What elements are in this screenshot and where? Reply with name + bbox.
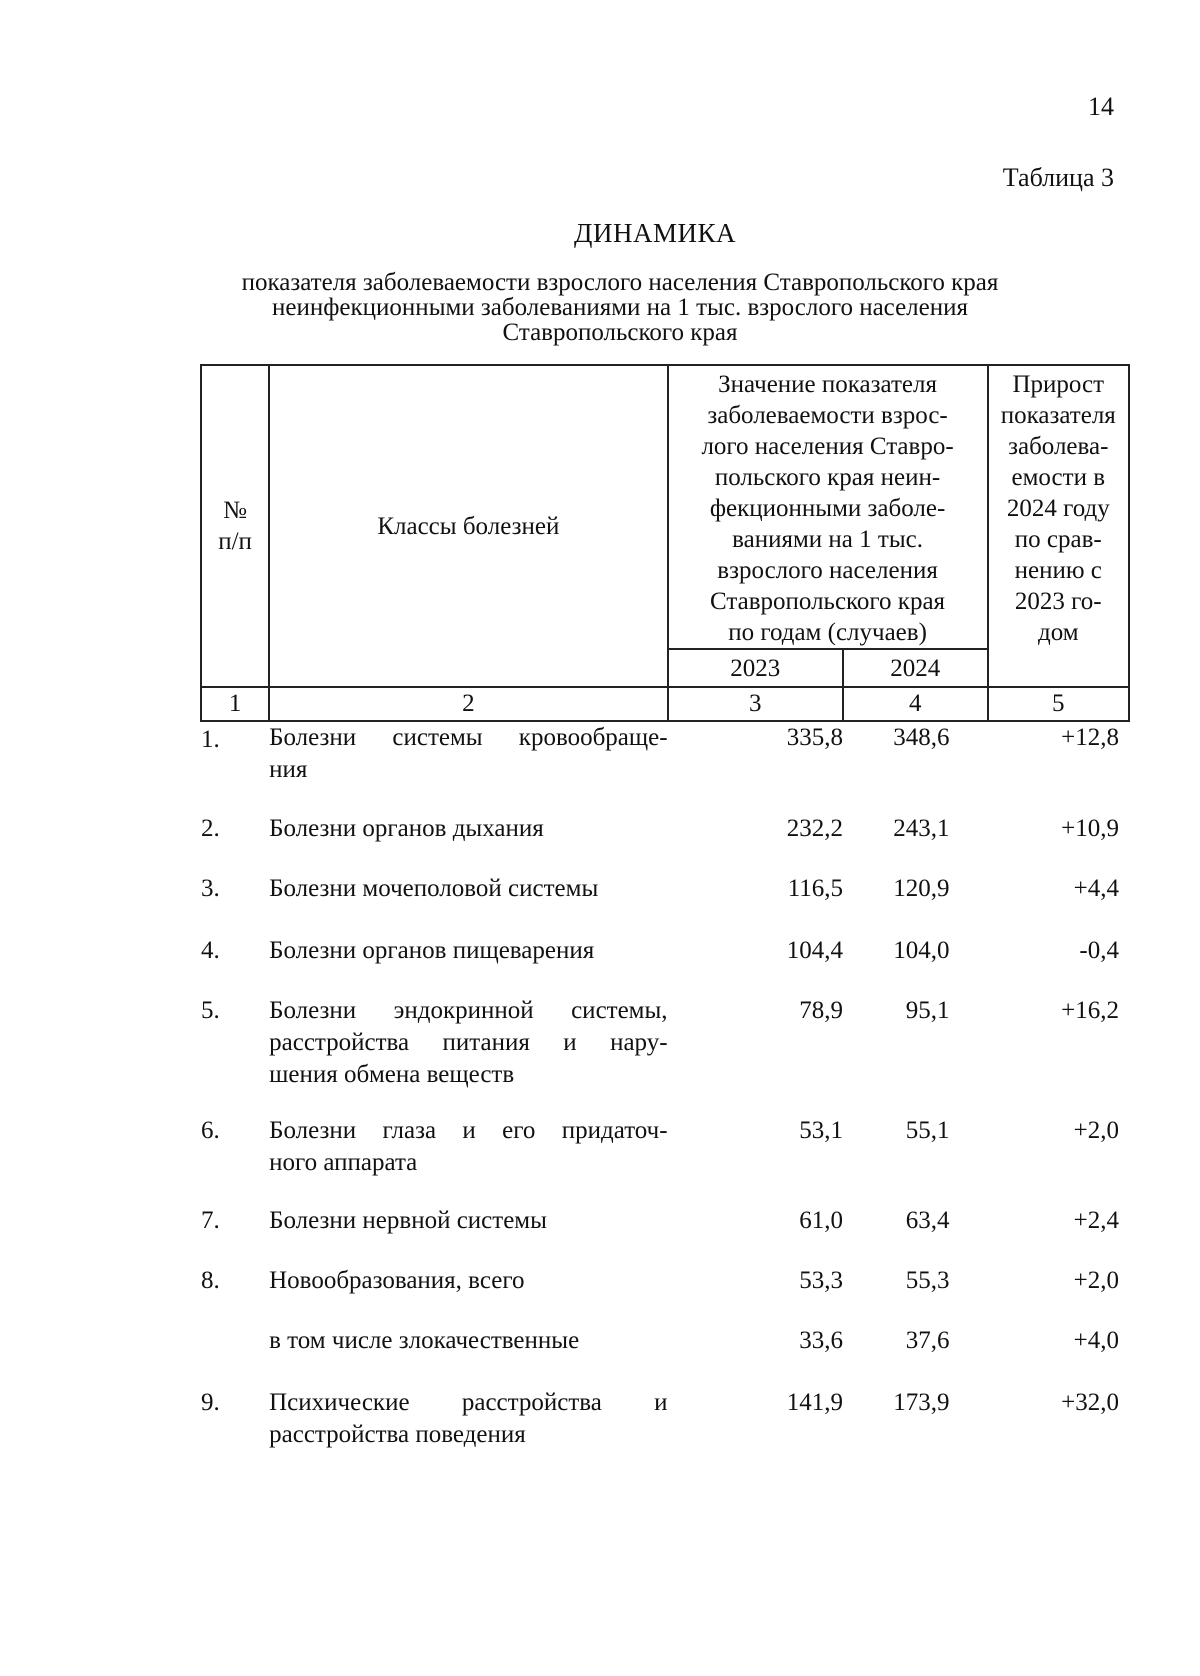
header-number-symbol: № bbox=[223, 497, 247, 524]
table-row bbox=[201, 1115, 1129, 1205]
disease-class bbox=[269, 1265, 667, 1325]
table-row bbox=[201, 721, 1129, 813]
value-2023: 61,0 bbox=[799, 1207, 844, 1234]
disease-class-line: расстройства питания и нару- bbox=[269, 1029, 668, 1056]
row-number: 7. bbox=[201, 1207, 220, 1234]
header-value-line: польского края неин- bbox=[714, 464, 941, 491]
column-number: 2 bbox=[269, 687, 667, 721]
value-2024: 63,4 bbox=[905, 1207, 950, 1234]
disease-class-line: Новообразования, всего bbox=[269, 1267, 525, 1294]
row-number: 3. bbox=[201, 875, 220, 902]
value-growth: +16,2 bbox=[1061, 997, 1119, 1024]
table-row bbox=[201, 1205, 1129, 1265]
header-value-line: по годам (случаев) bbox=[728, 619, 927, 646]
value-2024: 173,9 bbox=[893, 1389, 950, 1416]
disease-class bbox=[269, 1205, 667, 1265]
table-row bbox=[201, 1387, 1129, 1467]
disease-class-line: в том числе злокачественные bbox=[269, 1327, 580, 1354]
value-2024: 348,6 bbox=[893, 724, 950, 751]
disease-class bbox=[269, 1115, 667, 1205]
value-growth: +4,4 bbox=[1073, 875, 1119, 902]
header-growth-line: емости в bbox=[1011, 464, 1106, 491]
disease-class-line: расстройства поведения bbox=[269, 1421, 526, 1448]
table-label: Таблица 3 bbox=[1002, 163, 1114, 192]
subtitle-line: неинфекционными заболеваниями на 1 тыс. взрослого населения bbox=[272, 294, 968, 321]
header-classes: Классы болезней bbox=[269, 365, 667, 687]
table-row bbox=[201, 813, 1129, 873]
table-row bbox=[201, 1265, 1129, 1325]
column-number: 3 bbox=[668, 687, 843, 721]
row-number: 1. bbox=[201, 726, 220, 753]
disease-class-line: шения обмена веществ bbox=[269, 1061, 515, 1088]
header-value-line: ваниями на 1 тыс. bbox=[732, 526, 923, 553]
header-growth-line: дом bbox=[1037, 619, 1079, 646]
header-number-abbr: п/п bbox=[218, 528, 252, 555]
disease-class bbox=[269, 995, 667, 1115]
value-growth: +4,0 bbox=[1073, 1327, 1119, 1354]
value-2024: 55,1 bbox=[905, 1117, 950, 1144]
disease-class bbox=[269, 813, 667, 873]
value-2023: 78,9 bbox=[799, 997, 844, 1024]
disease-class-line: Психические расстройства и bbox=[269, 1389, 668, 1416]
row-number: 9. bbox=[201, 1389, 220, 1416]
disease-class-line: Болезни органов дыхания bbox=[269, 815, 544, 842]
value-2023: 53,1 bbox=[799, 1117, 844, 1144]
header-growth-line: нению с bbox=[1014, 557, 1102, 584]
value-2023: 33,6 bbox=[799, 1327, 844, 1354]
disease-class-line: Болезни эндокринной системы, bbox=[269, 997, 668, 1024]
subtitle-line: показателя заболеваемости взрослого населения Ставропольского края bbox=[241, 269, 999, 296]
disease-class-line: Болезни системы кровообраще- bbox=[269, 724, 668, 751]
disease-class bbox=[269, 1325, 667, 1387]
value-growth: +32,0 bbox=[1061, 1389, 1119, 1416]
row-number: 6. bbox=[201, 1117, 220, 1144]
value-2023: 104,4 bbox=[786, 937, 844, 964]
value-2024: 243,1 bbox=[893, 815, 950, 842]
header-value-line: Ставропольского края bbox=[710, 588, 946, 615]
table-body bbox=[201, 721, 1129, 1467]
value-2024: 120,9 bbox=[893, 875, 950, 902]
header-value-line: взрослого населения bbox=[717, 557, 938, 584]
header-number bbox=[201, 365, 269, 687]
value-2024: 104,0 bbox=[893, 937, 950, 964]
value-2024: 95,1 bbox=[905, 997, 950, 1024]
header-growth-line: Прирост bbox=[1012, 371, 1105, 398]
table-row bbox=[201, 995, 1129, 1115]
disease-class-line: ния bbox=[269, 756, 308, 783]
value-2023: 116,5 bbox=[787, 875, 844, 902]
header-year-2023: 2023 bbox=[668, 649, 843, 687]
table-row bbox=[201, 935, 1129, 995]
column-number: 4 bbox=[843, 687, 988, 721]
header-value bbox=[668, 365, 988, 649]
disease-class-line: ного аппарата bbox=[269, 1149, 418, 1176]
value-2024: 55,3 bbox=[905, 1267, 950, 1294]
header-year-2024: 2024 bbox=[843, 649, 988, 687]
disease-class-line: Болезни глаза и его придаточ- bbox=[269, 1117, 668, 1144]
header-growth-line: 2024 году bbox=[1006, 495, 1110, 522]
value-growth: -0,4 bbox=[1079, 937, 1119, 964]
value-2023: 53,3 bbox=[799, 1267, 844, 1294]
page-number: 14 bbox=[1088, 92, 1114, 121]
value-2023: 335,8 bbox=[786, 724, 844, 751]
value-2024: 37,6 bbox=[905, 1327, 950, 1354]
value-growth: +2,4 bbox=[1073, 1207, 1119, 1234]
disease-class bbox=[269, 935, 667, 995]
header-value-line: фекционными заболе- bbox=[709, 495, 946, 522]
document-subtitle bbox=[200, 270, 1040, 345]
value-growth: +2,0 bbox=[1073, 1267, 1119, 1294]
disease-class-line: Болезни органов пищеварения bbox=[269, 937, 595, 964]
value-growth: +12,8 bbox=[1061, 724, 1119, 751]
document-title: ДИНАМИКА bbox=[574, 218, 736, 248]
header-value-line: заболеваемости взрос- bbox=[707, 402, 948, 429]
value-2023: 141,9 bbox=[786, 1389, 844, 1416]
value-growth: +10,9 bbox=[1061, 815, 1119, 842]
disease-class-line: Болезни нервной системы bbox=[269, 1207, 547, 1234]
disease-class bbox=[269, 721, 667, 813]
header-row bbox=[201, 365, 1129, 649]
row-number: 4. bbox=[201, 937, 220, 964]
header-growth-line: 2023 го- bbox=[1014, 588, 1102, 615]
row-number: 5. bbox=[201, 997, 220, 1024]
subtitle-line: Ставропольского края bbox=[502, 319, 738, 346]
table-row bbox=[201, 1325, 1129, 1387]
header-growth-line: по срав- bbox=[1014, 526, 1102, 553]
header-value-line: лого населения Ставро- bbox=[701, 433, 954, 460]
column-number: 5 bbox=[988, 687, 1129, 721]
header-growth-line: показателя bbox=[1000, 402, 1116, 429]
header-growth-line: заболева- bbox=[1008, 433, 1109, 460]
row-number bbox=[201, 1325, 269, 1387]
row-number: 8. bbox=[201, 1267, 220, 1294]
value-2023: 232,2 bbox=[786, 815, 844, 842]
header-growth bbox=[988, 365, 1129, 687]
header-value-line: Значение показателя bbox=[718, 371, 937, 398]
disease-class-line: Болезни мочеполовой системы bbox=[269, 875, 599, 902]
row-number: 2. bbox=[201, 815, 220, 842]
morbidity-table bbox=[200, 364, 1130, 1467]
table-row bbox=[201, 873, 1129, 935]
column-number: 1 bbox=[201, 687, 269, 721]
value-growth: +2,0 bbox=[1073, 1117, 1119, 1144]
disease-class bbox=[269, 1387, 667, 1467]
disease-class bbox=[269, 873, 667, 935]
column-numbers-row bbox=[201, 687, 1129, 721]
